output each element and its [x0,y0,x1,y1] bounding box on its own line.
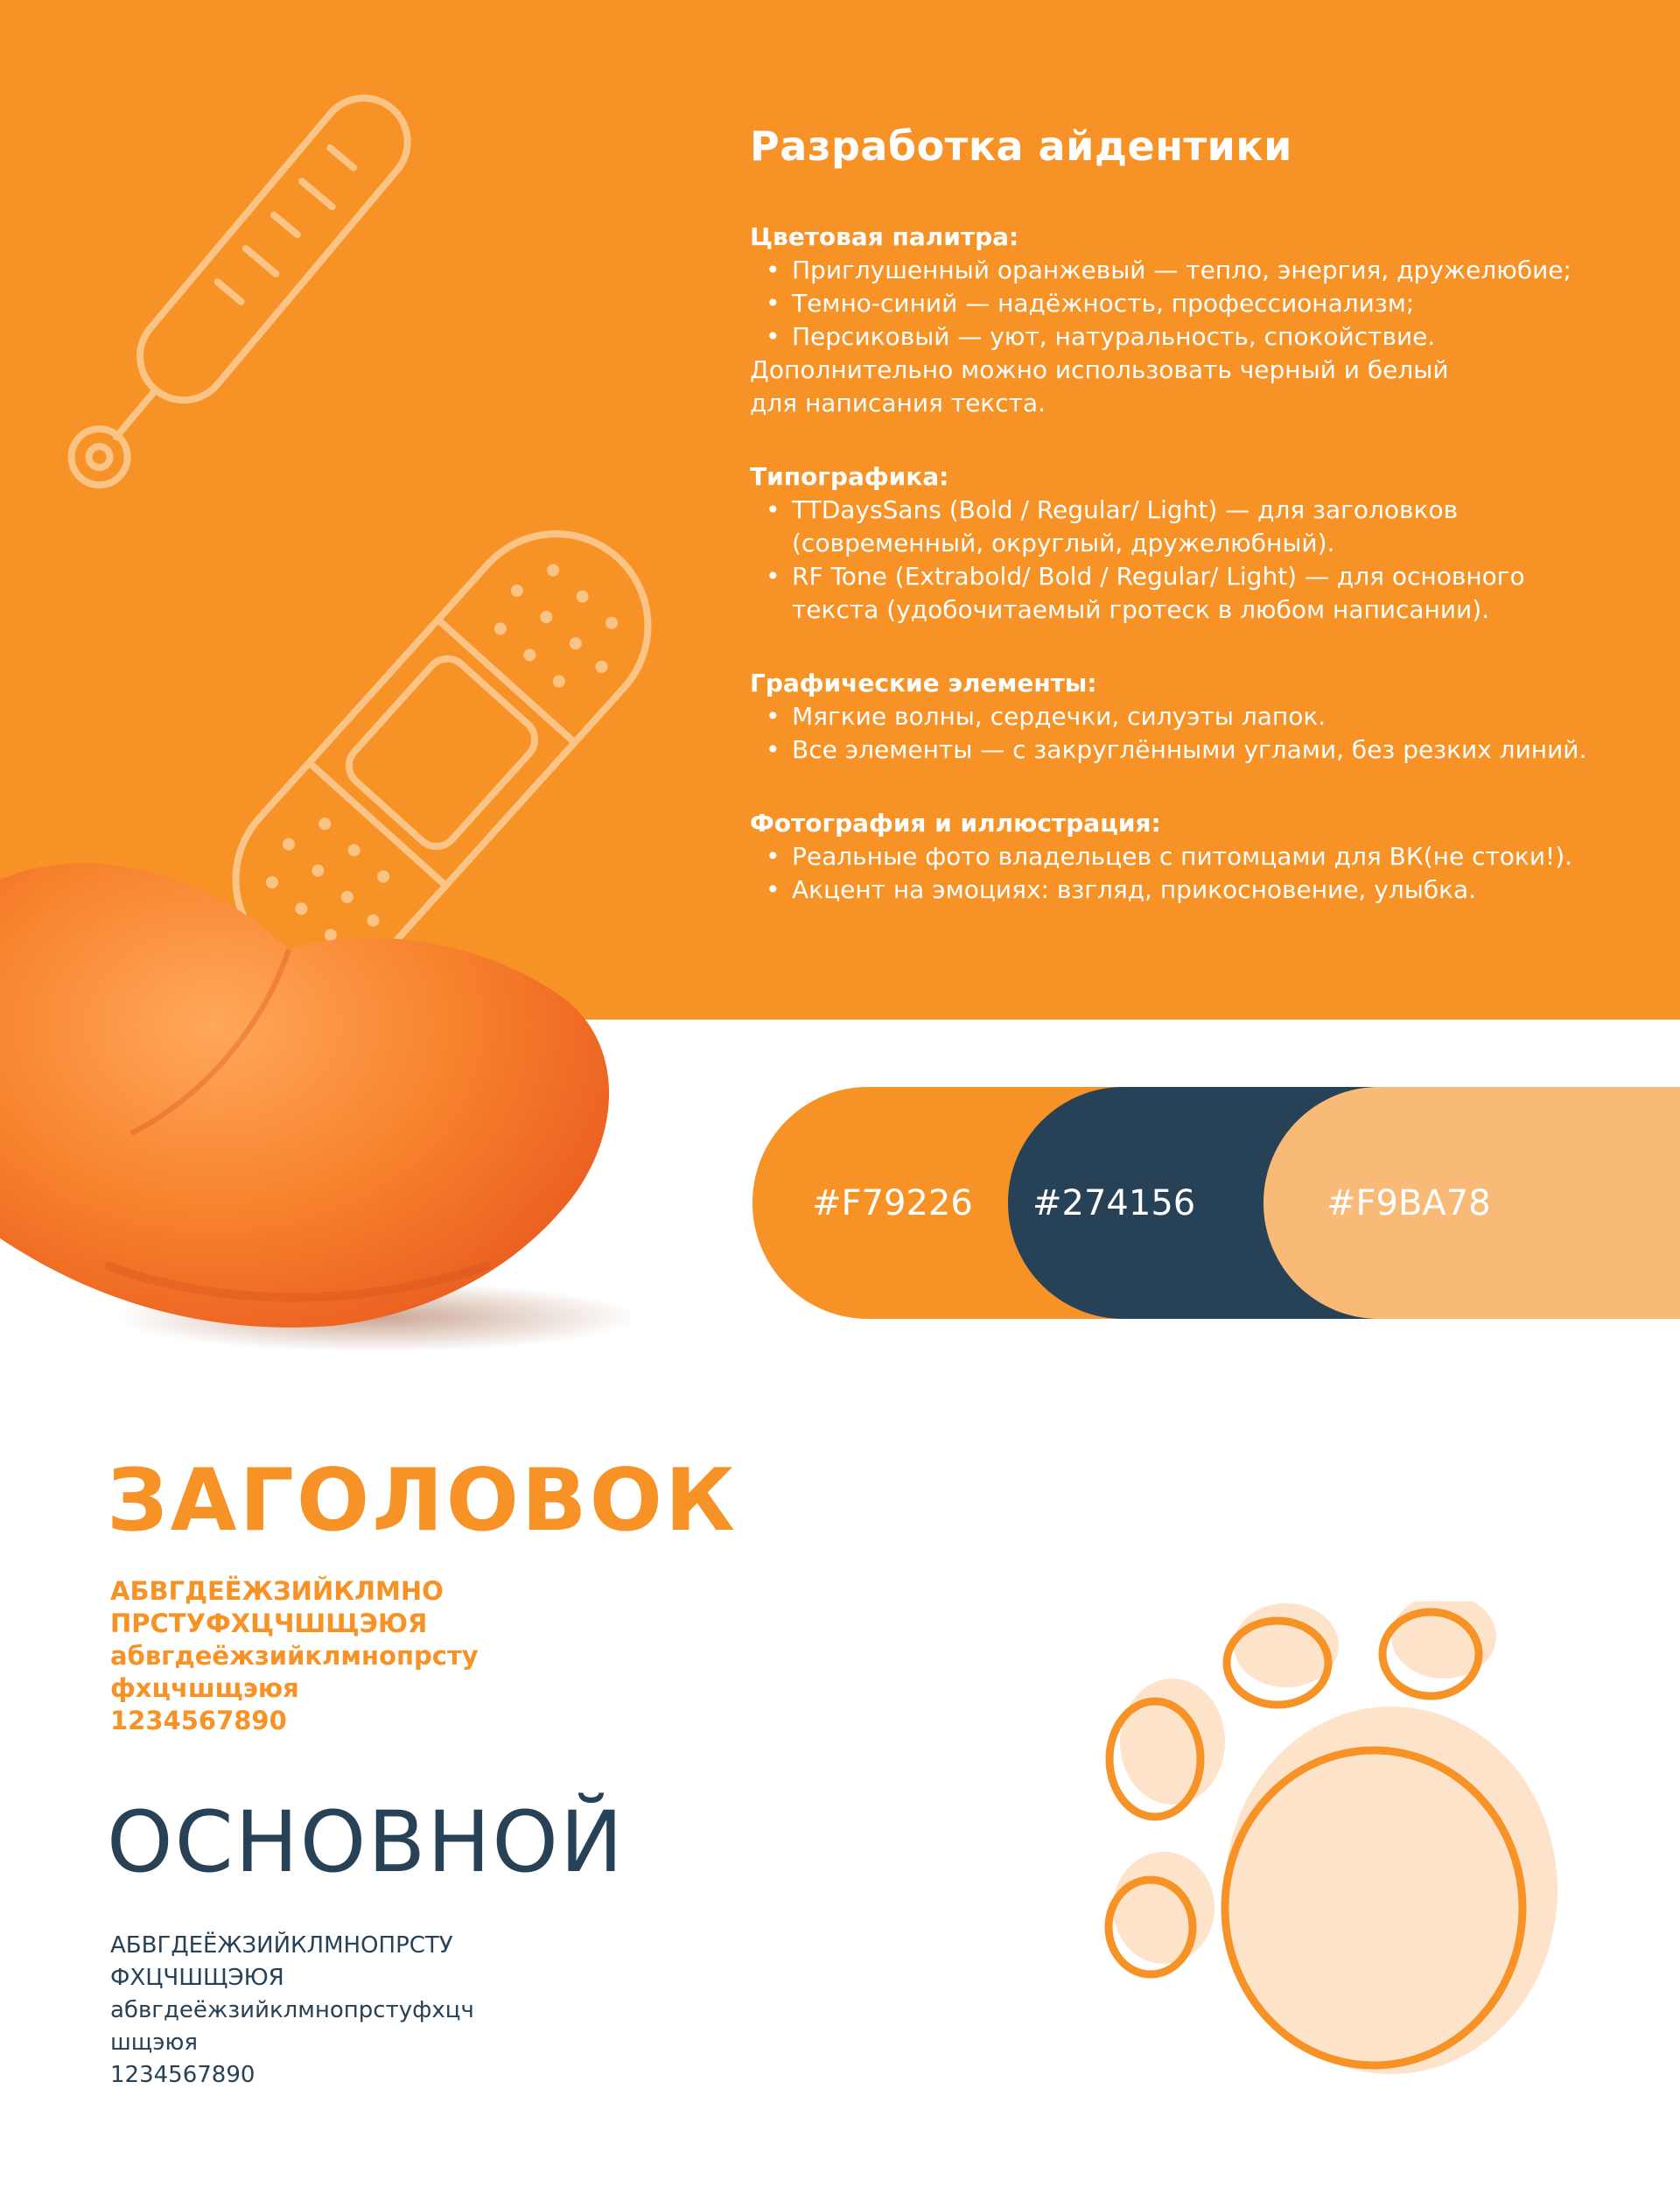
section-note: Дополнительно можно использовать черный и белый [750,355,1449,384]
list-item: • Все элементы — с закруглёнными углами, без резких линий. [750,733,1660,767]
thermometer-icon [48,81,425,507]
list-item: • Акцент на эмоциях: взгляд, прикосновение, улыбка. [750,873,1660,907]
section-graphic-elements [750,667,1660,767]
glyph-line: ПРСТУФХЦЧШЩЭЮЯ [110,1609,428,1638]
list-item: • Реальные фото владельцев с питомцами для ВК(не стоки!). [750,840,1660,873]
section-title: Фотография и иллюстрация: [750,809,1161,838]
swatch-hex: #F9BA78 [1326,1182,1491,1223]
section-title: Типографика: [750,462,949,491]
list-item-line: (современный, округлый, дружелюбный). [792,529,1335,557]
list-item [750,560,1660,627]
glyph-line: 1234567890 [110,2062,256,2088]
section-note: для написания текста. [750,389,1046,417]
body-font-sample: ОСНОВНОЙ [107,1793,625,1891]
page-title: Разработка айдентики [750,123,1292,170]
glyph-line: АБВГДЕЁЖЗИЙКЛМНОПРСТУ [110,1932,453,1959]
list-item: • Приглушенный оранжевый — тепло, энергия, дружелюбие; [750,254,1660,287]
section-title: Цветовая палитра: [750,222,1019,251]
body-font-glyphs [110,1930,474,2092]
glyph-line: фхцчшщэюя [110,1673,299,1703]
section-color-palette [750,221,1660,420]
swatch-peach [1264,1087,1680,1319]
list-item [750,494,1660,560]
list-item-line: текста (удобочитаемый гротеск в любом написании). [792,595,1490,624]
glyph-line: АБВГДЕЁЖЗИЙКЛМНО [110,1576,444,1606]
plush-heart-image [0,853,630,1361]
decorative-icons [0,0,665,963]
glyph-line: ФХЦЧШЩЭЮЯ [110,1965,284,1991]
section-typography [750,460,1660,627]
glyph-line: шщэюя [110,2029,199,2056]
swatch-hex: #274156 [1032,1182,1196,1223]
list-item: • Мягкие волны, сердечки, силуэты лапок. [750,700,1660,733]
glyph-line: абвгдеёжзийклмнопрстуфхцч [110,1997,474,2023]
section-title: Графические элементы: [750,669,1097,697]
heading-font-sample: ЗАГОЛОВОК [107,1451,738,1551]
list-item: • Персиковый — уют, натуральность, спокойствие. [750,320,1660,354]
color-palette-swatches [752,1087,1680,1319]
glyph-line: 1234567890 [110,1706,287,1735]
swatch-hex: #F79226 [812,1182,973,1223]
paw-print-icon [1094,1602,1619,2092]
list-item-line: • RF Tone (Extrabold/ Bold / Regular/ Light) — для основного [792,562,1525,591]
section-photo-illustration [750,807,1660,907]
glyph-line: абвгдеёжзийклмнопрсту [110,1641,479,1671]
list-item: • Темно-синий — надёжность, профессионализм; [750,287,1660,320]
heading-font-glyphs [110,1575,479,1737]
list-item-line: • TTDaysSans (Bold / Regular/ Light) — для заголовков [792,495,1459,524]
identity-info [750,123,1660,947]
